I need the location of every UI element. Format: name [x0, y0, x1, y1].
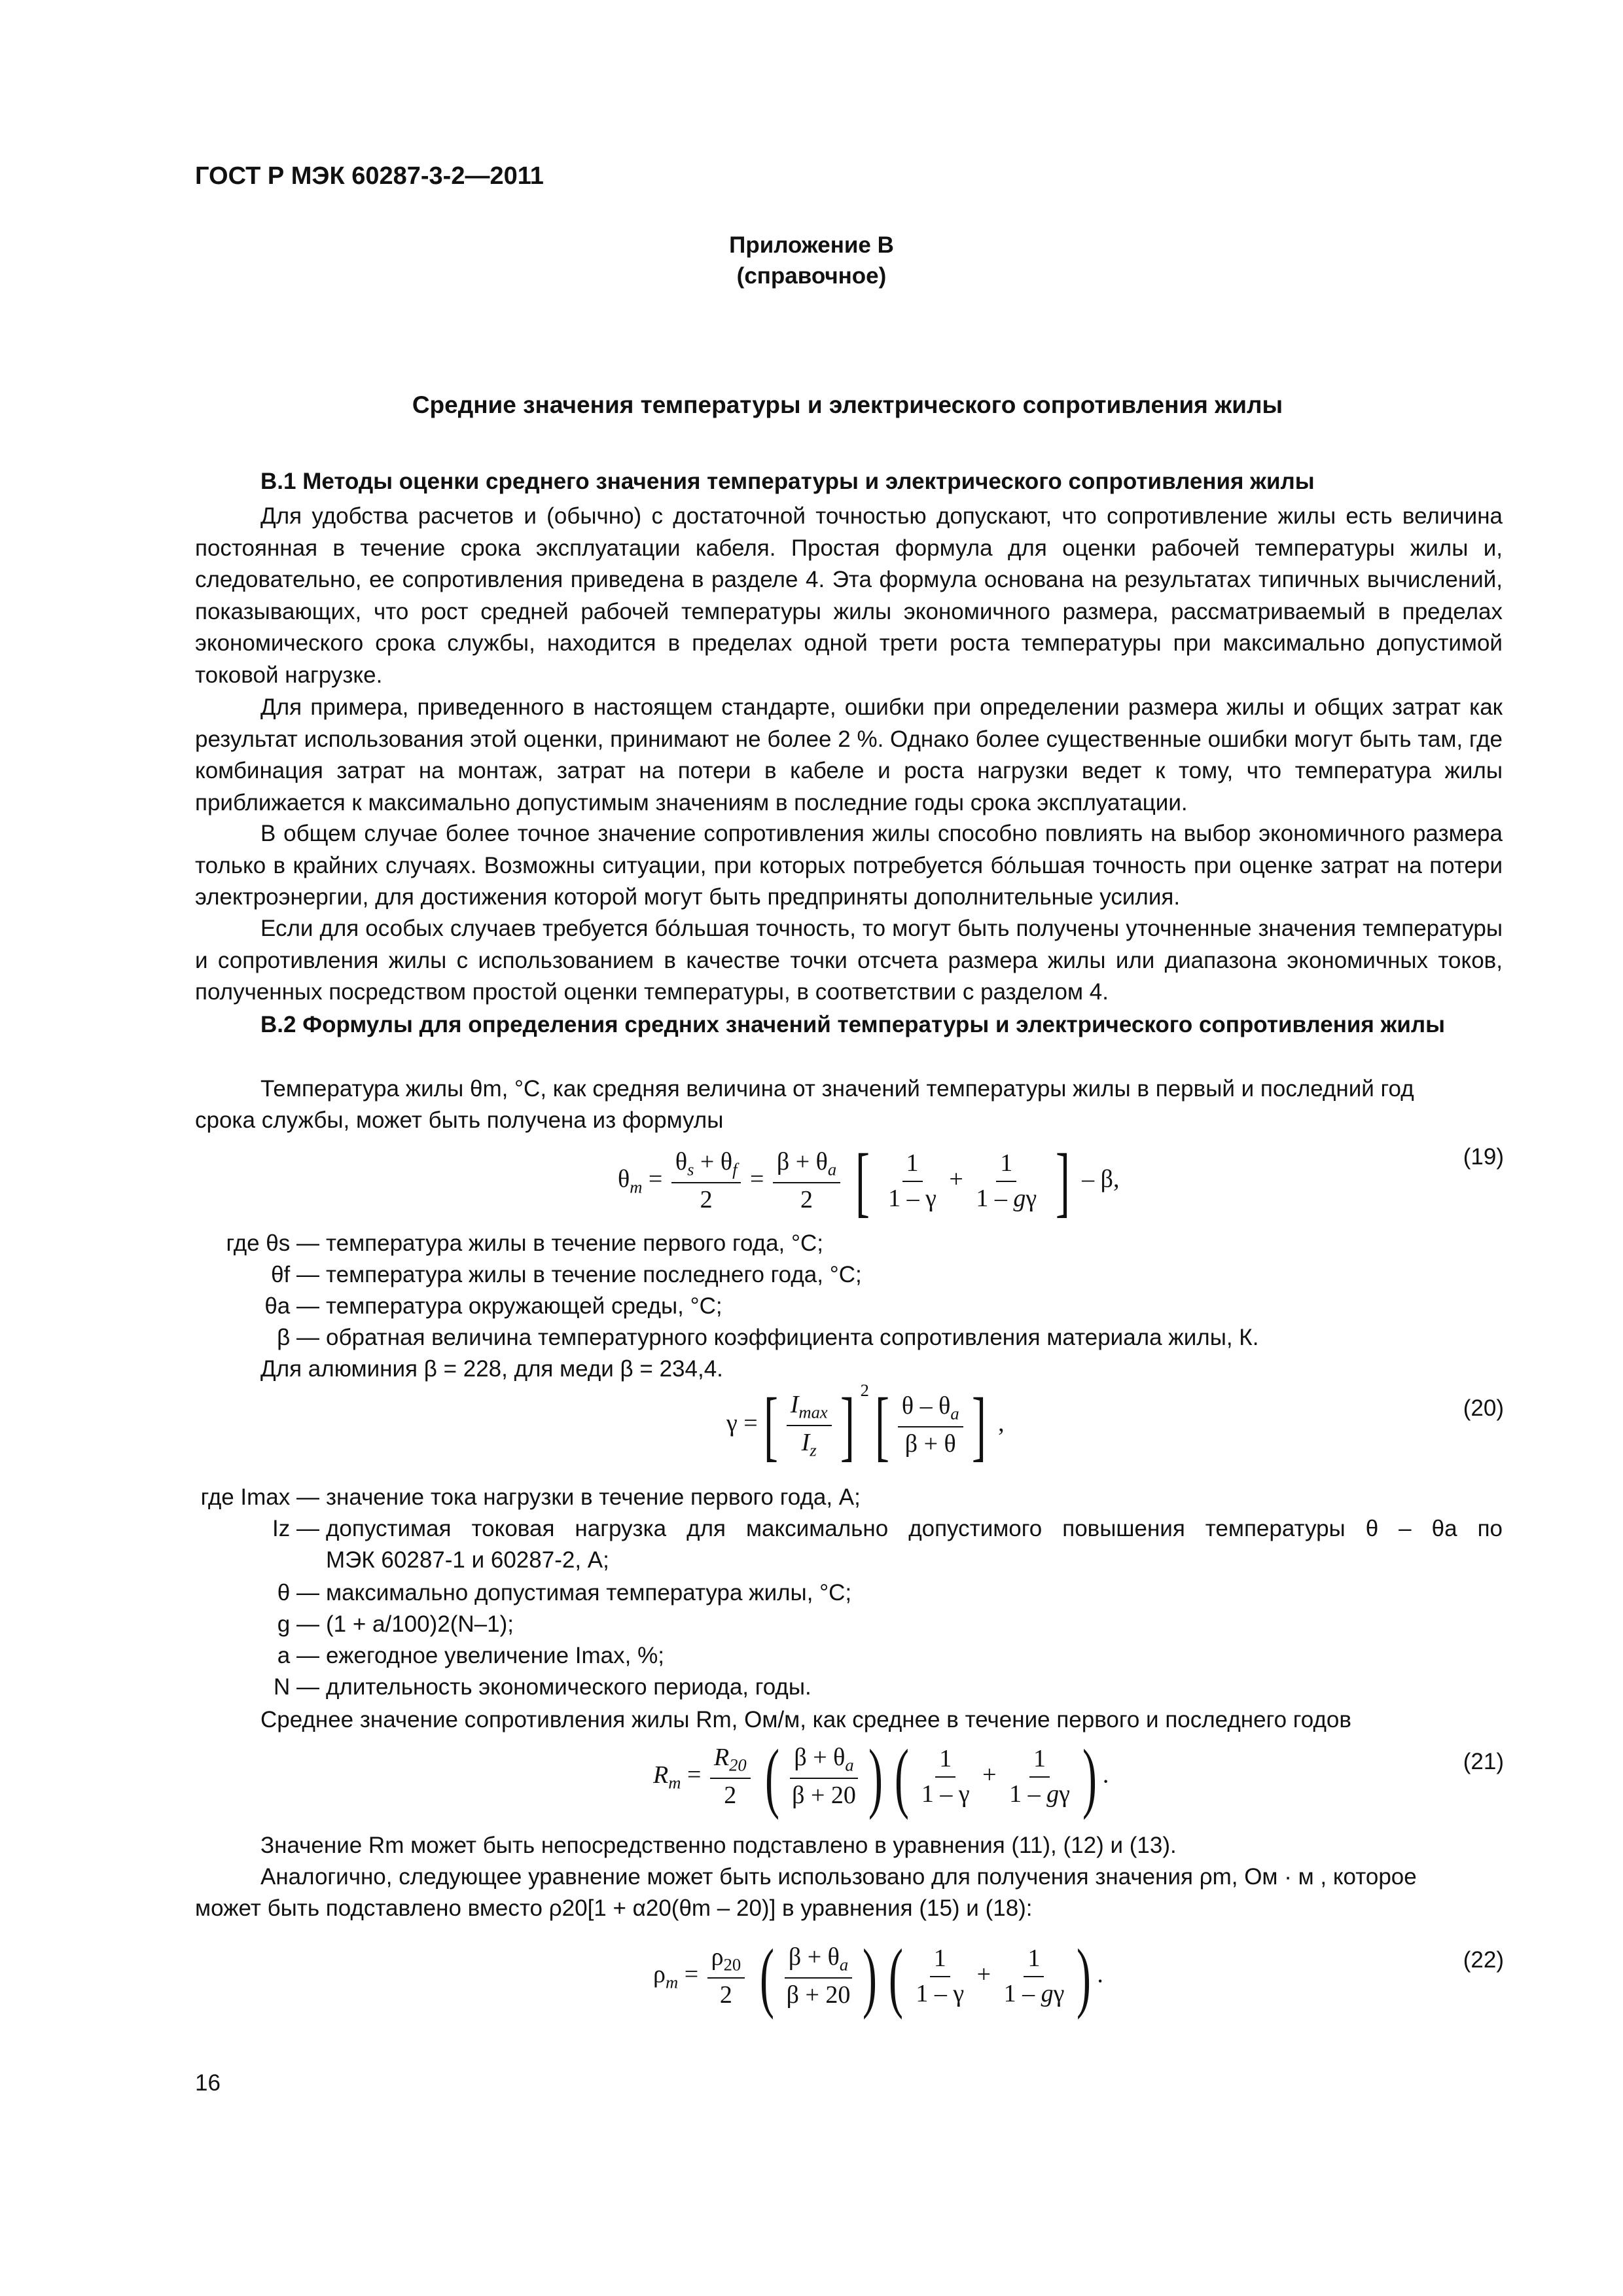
rm-note: Значение Rm может быть непосредственно подставлено в уравнения (11), (12) и (13). — [260, 1833, 1177, 1858]
beta-values: Для алюминия β = 228, для меди β = 234,4. — [260, 1356, 723, 1382]
section-b1-paragraph-3: В общем случае более точное значение сопротивления жилы способно повлиять на выбор экономичного размера только в крайних случаях. Возможны ситуации, при которых потребуется бо́льшая точность при оценке затрат на потери электроэнергии, для достижения которой могут быть предприняты дополнительные усилия. — [195, 821, 1503, 910]
rho-intro-line-1: Аналогично, следующее уравнение может быть использовано для получения значения ρm, Ом · м , которое — [260, 1864, 1417, 1890]
section-b2-intro-line-1: Температура жилы θm, °С, как средняя величина от значений температуры жилы в первый и последний год — [260, 1076, 1414, 1102]
main-title: Средние значения температуры и электрического сопротивления жилы — [412, 391, 1283, 418]
equation-21-number: (21) — [1463, 1749, 1504, 1774]
appendix-type: (справочное) — [736, 263, 887, 289]
appendix-title: Приложение В — [729, 232, 894, 258]
standard-number: ГОСТ Р МЭК 60287-3-2—2011 — [195, 162, 544, 190]
equation-20: γ =[ $\frac{I_{max}}{I_z}$ ] $^2$[ $\frac{\theta - \theta_a}{\beta + \theta}$ ] , — [726, 1380, 1005, 1469]
section-b2-heading: В.2 Формулы для определения средних значений температуры и электрического сопротивления жилы — [260, 1012, 1446, 1037]
rho-intro-line-2: может быть подставлено вместо ρ20[1 + α20(θm – 20)] в уравнения (15) и (18): — [195, 1895, 1033, 1921]
section-b1-heading: В.1 Методы оценки среднего значения температуры и электрического сопротивления жилы — [260, 469, 1315, 494]
equation-22: $\rho_m$ = $\frac{\rho_{20}}{2}$ ( $\frac{\beta + \theta_a}{\beta + 20}$ ) ( $\frac{1}{1 - \gamma}$ + $\frac{1}{1 - g\gamma}$ ) . — [653, 1933, 1103, 2020]
equation-19: $\theta_m$ = $\frac{\theta_s + \theta_f}{2}$ = $\frac{\beta + \theta_a}{2}$ [ $\frac{1}{1 - \gamma}$ + $\frac{1}{1 - g\gamma}$ ] – β, — [618, 1138, 1120, 1225]
page-number: 16 — [195, 2070, 221, 2096]
section-b1-paragraph-2: Для примера, приведенного в настоящем стандарте, ошибки при определении размера жилы и общих затрат как результат использования этой оценки, принимают не более 2 %. Однако более существенные ошибки могут быть там, где комбинация затрат на монтаж, затрат на потери в кабеле и роста нагрузки ведет к тому, что температура жилы приближается к максимально допустимым значениям в последние годы срока эксплуатации. — [195, 694, 1503, 816]
section-b1-paragraph-4: Если для особых случаев требуется бо́льшая точность, то могут быть получены уточненные значения температуры и сопротивления жилы с использованием в качестве точки отсчета размера жилы или диапазона экономичных токов, полученных посредством простой оценки температуры, в соответствии с разделом 4. — [195, 916, 1503, 1005]
equation-21: $R_m$ = $\frac{R_{20}}{2}$ ( $\frac{\beta + \theta_a}{\beta + 20}$ ) ( $\frac{1}{1 - \gamma}$ + $\frac{1}{1 - g\gamma}$ ) . — [653, 1733, 1109, 1820]
equation-19-number: (19) — [1463, 1144, 1504, 1170]
equation-20-number: (20) — [1463, 1395, 1504, 1421]
section-b1-paragraph-1: Для удобства расчетов и (обычно) с достаточной точностью допускают, что сопротивление жилы есть величина постоянная в течение срока эксплуатации кабеля. Простая формула для оценки рабочей температуры жилы и, следовательно, ее сопротивления приведена в разделе 4. Эта формула основана на результатах типичных вычислений, показывающих, что рост средней рабочей температуры жилы экономичного размера, рассматриваемый в пределах экономического срока службы, находится в пределах одной трети роста температуры при максимально допустимой токовой нагрузке. — [195, 503, 1503, 688]
rm-intro: Среднее значение сопротивления жилы Rm, Ом/м, как среднее в течение первого и последнего годов — [260, 1707, 1351, 1732]
equation-22-number: (22) — [1463, 1947, 1504, 1973]
section-b2-intro-line-2: срока службы, может быть получена из формулы — [195, 1107, 724, 1133]
